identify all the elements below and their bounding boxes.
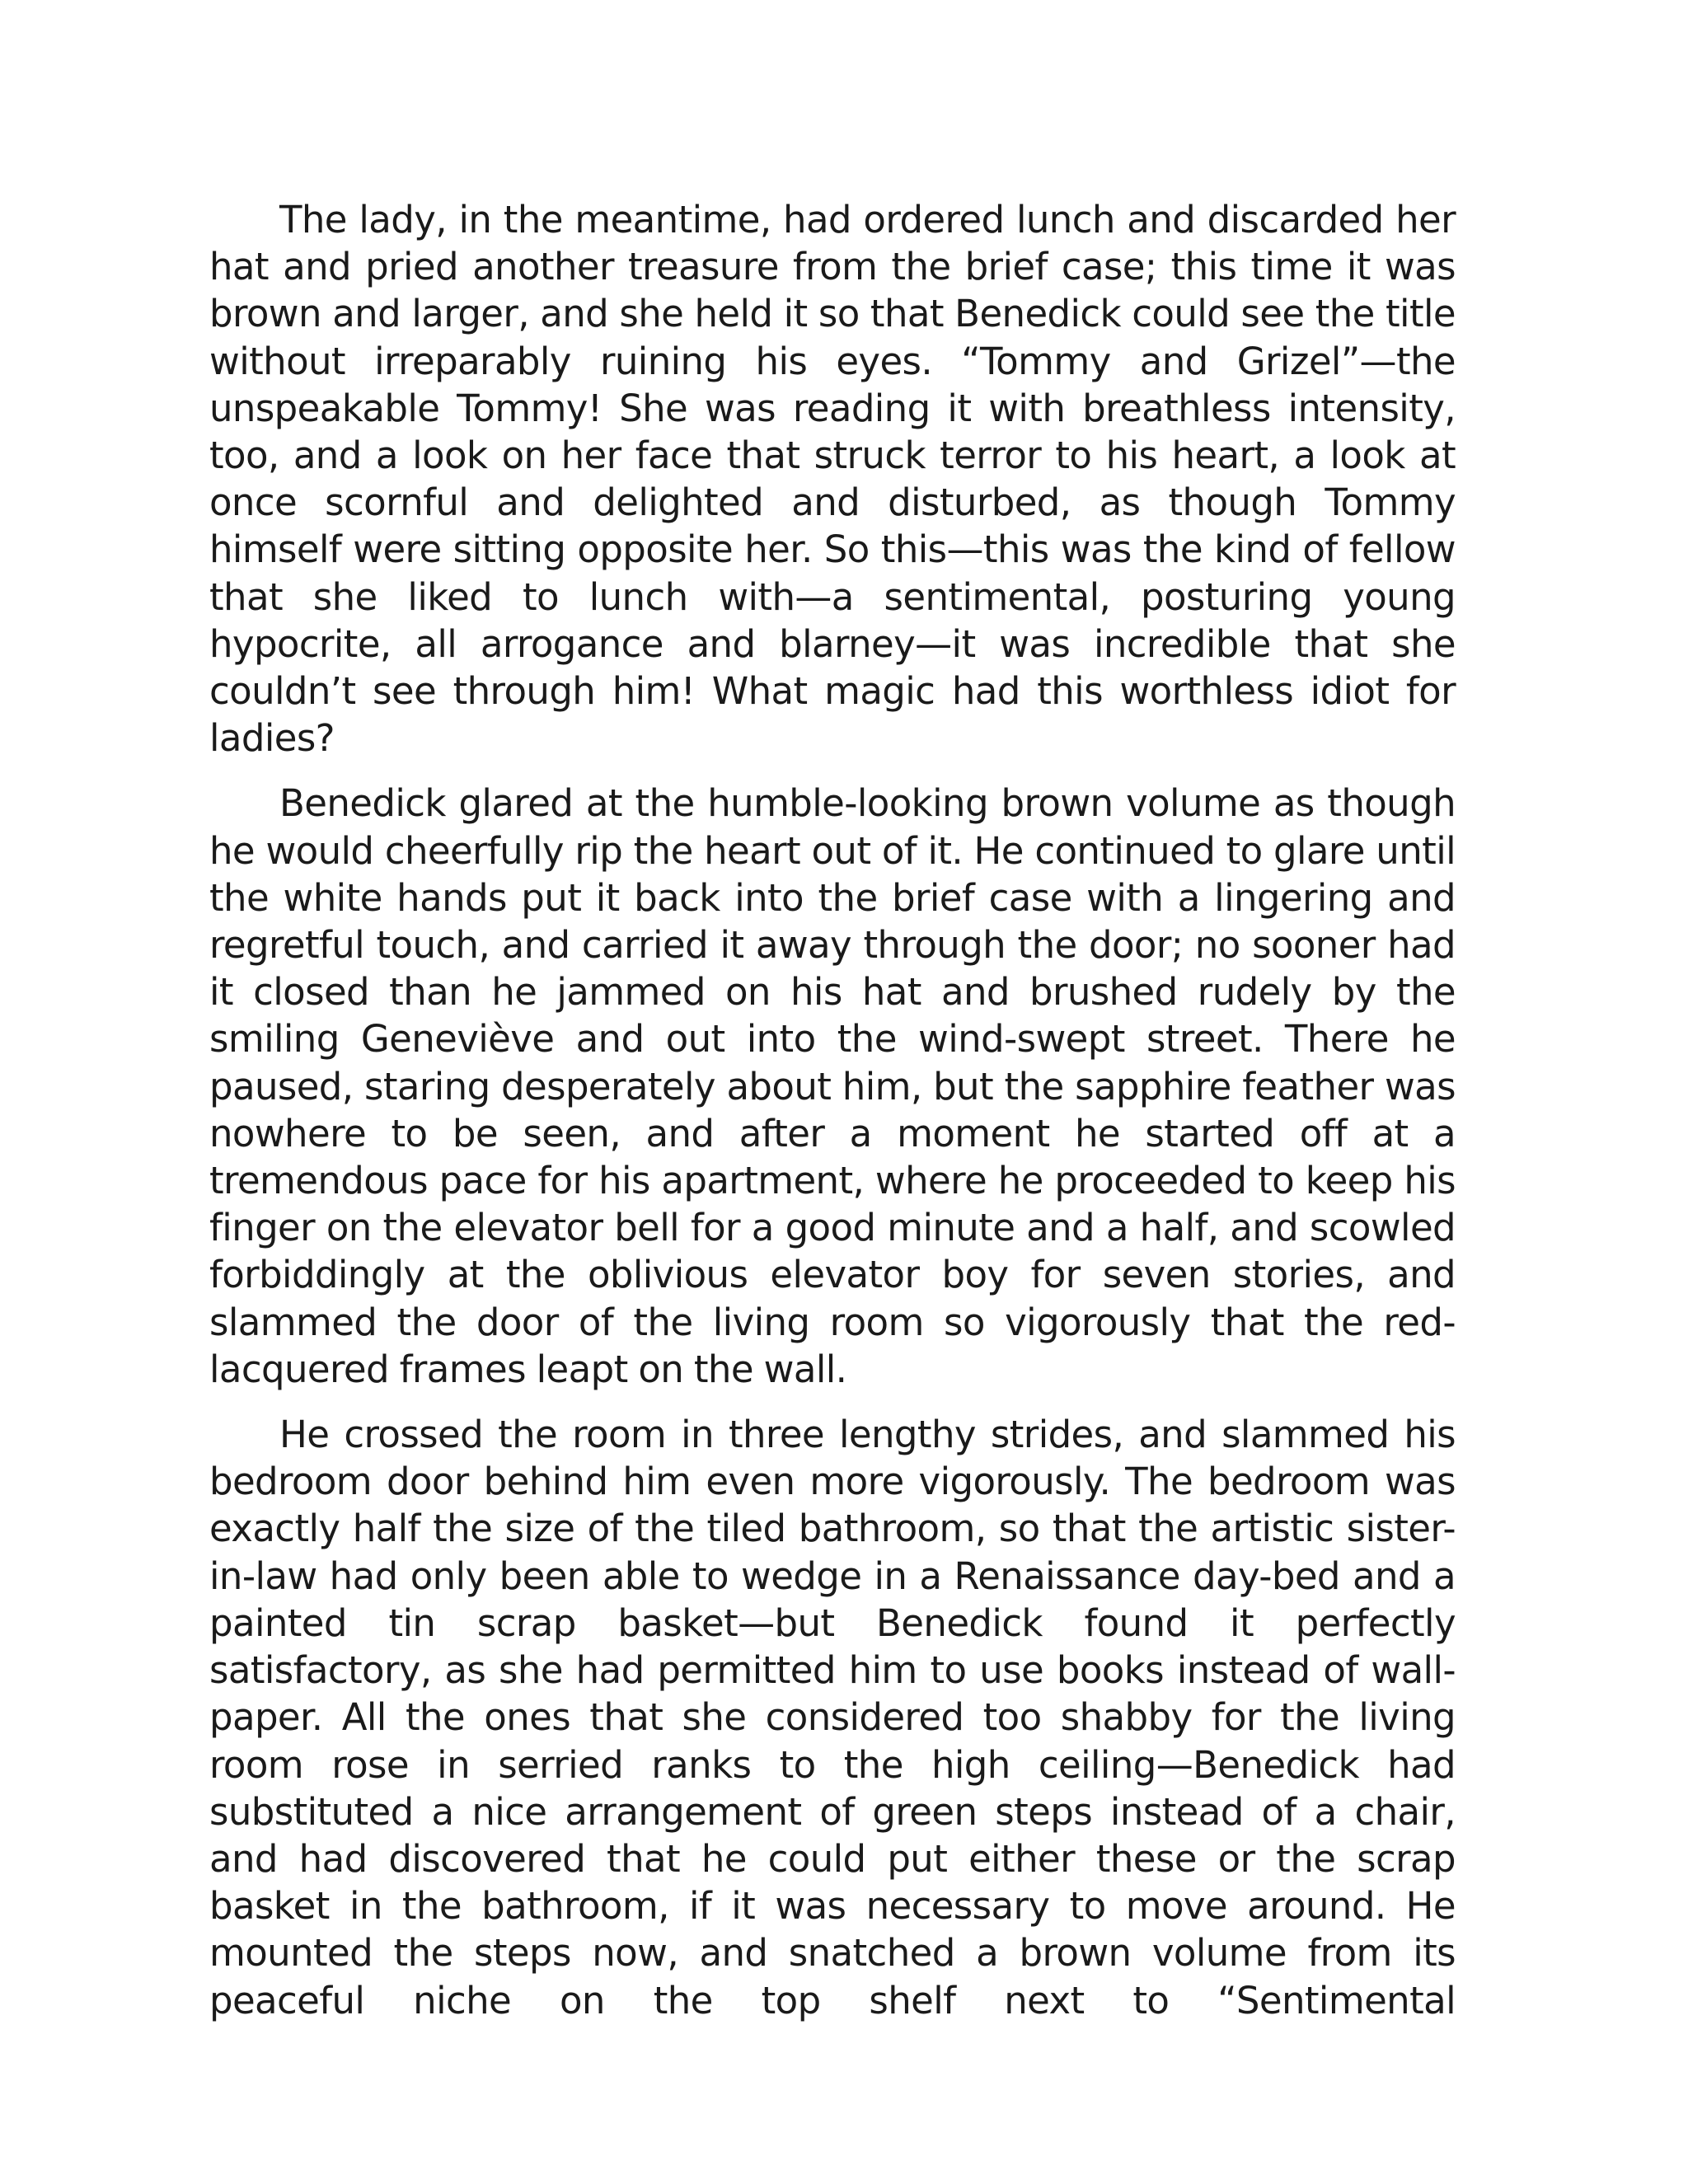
body-text	[209, 196, 1456, 2042]
paragraph-1: The lady, in the meantime, had ordered lunch and discarded her hat and pried another treasure from the brief case; this time it was brown and larger, and she held it so that Benedick could see the title without irreparably ruining his eyes. “Tommy and Grizel”—the unspeakable Tommy! She was reading it with breathless intensity, too, and a look on her face that struck terror to his heart, a look at once scornful and delighted and disturbed, as though Tommy himself were sitting opposite her. So this—this was the kind of fellow that she liked to lunch with—a sentimental, posturing young hypocrite, all arrogance and blarney—it was incredible that she couldn’t see through him! What magic had this worthless idiot for ladies?	[209, 198, 1456, 761]
paragraph-2: Benedick glared at the humble-looking brown volume as though he would cheerfully rip the heart out of it. He continued to glare until the white hands put it back into the brief case with a lingering and regretful touch, and carried it away through the door; no sooner had it closed than he jammed on his hat and brushed rudely by the smiling Geneviève and out into the wind-swept street. There he paused, staring desperately about him, but the sapphire feather was nowhere to be seen, and after a moment he started off at a tremendous pace for his apartment, where he proceeded to keep his finger on the elevator bell for a good minute and a half, and scowled forbiddingly at the oblivious elevator boy for seven stories, and slammed the door of the living room so vigorously that the red-lacquered frames leapt on the wall.	[209, 781, 1456, 1391]
paragraph-3: He crossed the room in three lengthy strides, and slammed his bedroom door behind him even more vigorously. The bedroom was exactly half the size of the tiled bathroom, so that the artistic sister-in-law had only been able to wedge in a Renaissance day-bed and a painted tin scrap basket—but Benedick found it perfectly satisfactory, as she had permitted him to use books instead of wall-paper. All the ones that she considered too shabby for the living room rose in serried ranks to the high ceiling—Benedick had substituted a nice arrangement of green steps instead of a chair, and had discovered that he could put either these or the scrap basket in the bathroom, if it was necessary to move around. He mounted the steps now, and snatched a brown volume from its peaceful niche on the top shelf next to “Sentimental	[209, 1413, 1456, 2022]
